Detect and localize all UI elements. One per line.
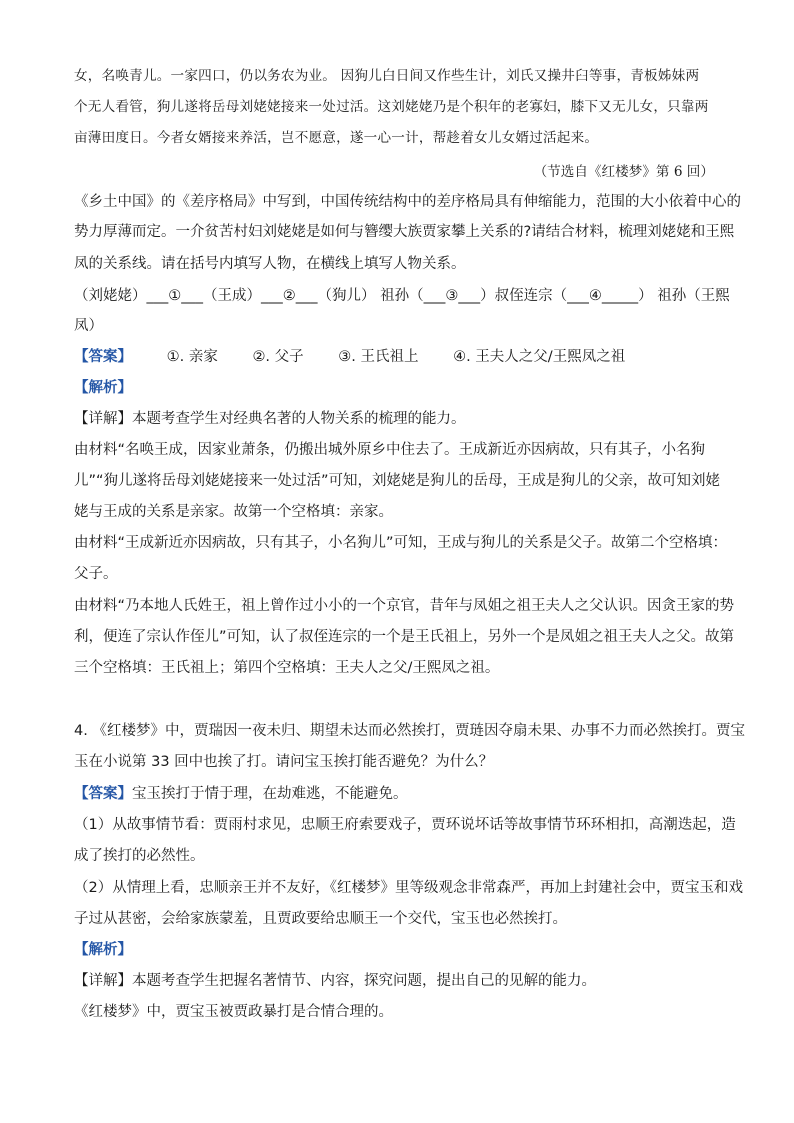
answer-line: 成了挨打的必然性。 <box>74 848 205 864</box>
answer-item: ④. 王夫人之父/王熙凤之祖 <box>453 349 626 365</box>
detail-line: 《红楼梦》中，贾宝玉被贾政暴打是合情合理的。 <box>74 1004 393 1020</box>
answer-item: ①. 亲家 <box>166 349 218 365</box>
question-line: 凤的关系线。请在括号内填写人物，在横线上填写人物关系。 <box>74 256 466 272</box>
answer-line: 子过从甚密，会给家族蒙羞，且贾政要给忠顺王一个交代，宝玉也必然挨打。 <box>74 911 567 927</box>
analysis-label: 【解析】 <box>74 942 132 958</box>
answer-item: ②. 父子 <box>252 349 304 365</box>
detail-text: 本题考查学生对经典名著的人物关系的梳理的能力。 <box>132 411 466 427</box>
material-line: 女，名唤青儿。一家四口，仍以务农为业。 因狗儿白日间又作些生计，刘氏又操井臼等事，青板姊妹两 <box>74 68 700 84</box>
analysis-tag <box>74 378 132 398</box>
answer-tag: 【答案】 <box>74 349 132 365</box>
detail-line: 由材料“名唤王成，因家业萧条，仍搬出城外原乡中住去了。王成新近亦因病故，只有其子，小名狗 <box>74 442 706 458</box>
question-line: 玉在小说第 33 回中也挨了打。请问宝玉挨打能否避免？为什么？ <box>74 754 494 770</box>
material-source: （节选自《红楼梦》第 6 回） <box>533 164 714 180</box>
detail-line: 儿”“狗儿遂将岳母刘姥姥接来一处过活”可知，刘姥姥是狗儿的岳母，王成是狗儿的父亲，故可知刘姥 <box>74 473 721 489</box>
answer-tag: 【答案】 <box>74 786 132 802</box>
material-line: 亩薄田度日。今者女婿接来养活，岂不愿意，遂一心一计，帮趁着女儿女婿过活起来。 <box>74 130 599 146</box>
question-line: 凤） <box>74 318 103 334</box>
analysis-label: 【解析】 <box>74 380 132 396</box>
question-line: 4. 《红楼梦》中，贾瑞因一夜未归、期望未达而必然挨打，贾琏因夺扇未果、办事不力而必然挨打。贾宝 <box>74 723 745 739</box>
detail-line: 由材料“乃本地人氏姓王，祖上曾作过小小的一个京官，昔年与凤姐之祖王夫人之父认识。因贪王家的势 <box>74 598 735 614</box>
question-line: 势力厚薄而定。一介贫苦村妇刘姥姥是如何与簪缨大族贾家攀上关系的?请结合材料，梳理刘姥姥和王熙 <box>74 224 735 240</box>
detail-line: 父子。 <box>74 566 118 582</box>
answer-row <box>74 347 625 367</box>
question-line: （刘姥姥）___①___（王成）___②___（狗儿） 祖孙（___③___）叔侄连宗（___④_____） 祖孙（王熙 <box>74 288 730 304</box>
detail-text: 本题考查学生把握名著情节、内容，探究问题，提出自己的见解的能力。 <box>132 973 596 989</box>
detail-line <box>74 409 466 429</box>
answer-line: （1）从故事情节看：贾雨村求见，忠顺王府索要戏子，贾环说坏话等故事情节环环相扣，高潮迭起，造 <box>74 817 736 833</box>
detail-line <box>74 971 596 991</box>
detail-line: 姥与王成的关系是亲家。故第一个空格填：亲家。 <box>74 504 393 520</box>
analysis-tag <box>74 940 132 960</box>
detail-line: 三个空格填：王氏祖上；第四个空格填：王夫人之父/王熙凤之祖。 <box>74 660 500 676</box>
detail-tag: 【详解】 <box>74 973 132 989</box>
detail-line: 利，便连了宗认作侄儿”可知，认了叔侄连宗的一个是王氏祖上，另外一个是凤姐之祖王夫人之父。故第 <box>74 629 735 645</box>
detail-tag: 【详解】 <box>74 411 132 427</box>
answer-item: ③. 王氏祖上 <box>338 349 419 365</box>
question-line: 《乡土中国》的《差序格局》中写到，中国传统结构中的差序格局具有伸缩能力，范围的大小依着中心的 <box>74 194 741 210</box>
detail-line: 由材料“王成新近亦因病故，只有其子，小名狗儿”可知，王成与狗儿的关系是父子。故第二个空格填： <box>74 535 728 551</box>
answer-line: （2）从情理上看，忠顺亲王并不友好，《红楼梦》里等级观念非常森严，再加上封建社会中，贾宝玉和戏 <box>74 880 743 896</box>
material-line: 个无人看管，狗儿遂将岳母刘姥姥接来一处过活。这刘姥姥乃是个积年的老寡妇，膝下又无儿女，只靠两 <box>74 99 709 115</box>
answer-line <box>74 784 408 804</box>
answer-text: 宝玉挨打于情于理，在劫难逃，不能避免。 <box>132 786 408 802</box>
